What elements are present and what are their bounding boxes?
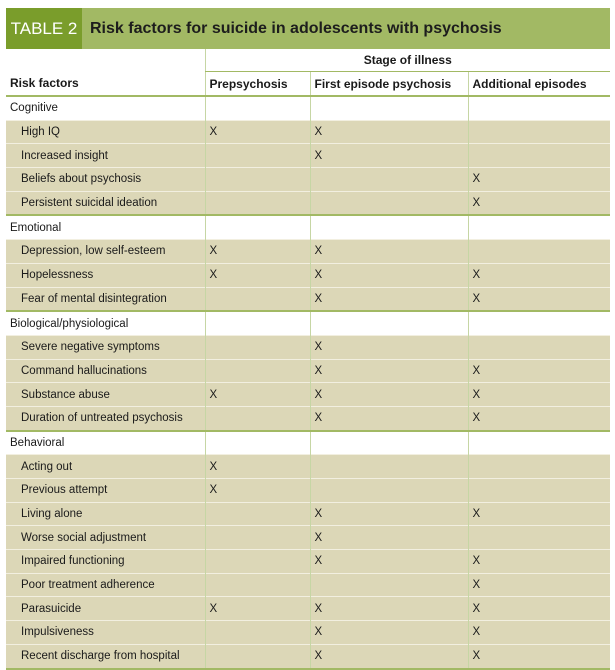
mark-cell: X — [310, 335, 468, 359]
mark-cell: X — [310, 287, 468, 311]
mark-cell: X — [310, 383, 468, 407]
mark-cell: X — [468, 383, 610, 407]
empty-cell — [310, 311, 468, 335]
mark-cell: X — [468, 263, 610, 287]
table-row — [6, 455, 610, 479]
mark-cell: X — [205, 240, 310, 264]
table-row — [6, 359, 610, 383]
mark-cell — [205, 502, 310, 526]
risk-factor-label: Poor treatment adherence — [6, 573, 205, 597]
mark-cell: X — [468, 573, 610, 597]
table-row — [6, 550, 610, 574]
mark-cell: X — [205, 383, 310, 407]
mark-cell: X — [468, 168, 610, 192]
mark-cell: X — [310, 263, 468, 287]
risk-factor-label: Increased insight — [6, 144, 205, 168]
mark-cell — [310, 191, 468, 215]
mark-cell: X — [205, 263, 310, 287]
risk-factor-label: Beliefs about psychosis — [6, 168, 205, 192]
mark-cell — [468, 455, 610, 479]
mark-cell: X — [310, 597, 468, 621]
mark-cell — [468, 240, 610, 264]
table-row — [6, 644, 610, 668]
risk-factor-label: Substance abuse — [6, 383, 205, 407]
table-row — [6, 479, 610, 503]
mark-cell: X — [468, 191, 610, 215]
empty-cell — [468, 96, 610, 120]
category-label: Cognitive — [6, 96, 205, 120]
table-row — [6, 406, 610, 430]
risk-factor-label: Depression, low self-esteem — [6, 240, 205, 264]
mark-cell: X — [205, 479, 310, 503]
mark-cell — [205, 191, 310, 215]
risk-factors-header: Risk factors — [6, 72, 205, 97]
risk-factor-label: High IQ — [6, 120, 205, 144]
mark-cell — [310, 455, 468, 479]
mark-cell — [205, 335, 310, 359]
category-row — [6, 431, 610, 455]
table-row — [6, 573, 610, 597]
mark-cell — [205, 144, 310, 168]
mark-cell: X — [310, 526, 468, 550]
table-row — [6, 597, 610, 621]
column-header: Additional episodes — [468, 72, 610, 97]
mark-cell — [205, 168, 310, 192]
table-row — [6, 168, 610, 192]
risk-factor-label: Impaired functioning — [6, 550, 205, 574]
mark-cell — [310, 168, 468, 192]
risk-factor-label: Fear of mental disintegration — [6, 287, 205, 311]
empty-cell — [310, 96, 468, 120]
mark-cell: X — [468, 359, 610, 383]
mark-cell: X — [310, 502, 468, 526]
mark-cell — [205, 359, 310, 383]
empty-cell — [205, 311, 310, 335]
mark-cell — [468, 120, 610, 144]
empty-cell — [205, 96, 310, 120]
mark-cell — [468, 479, 610, 503]
table-row — [6, 120, 610, 144]
mark-cell — [205, 550, 310, 574]
table-row — [6, 191, 610, 215]
mark-cell — [205, 526, 310, 550]
mark-cell — [205, 406, 310, 430]
category-row — [6, 215, 610, 239]
risk-factor-label: Previous attempt — [6, 479, 205, 503]
mark-cell — [205, 573, 310, 597]
table-title: Risk factors for suicide in adolescents with psychosis — [90, 19, 502, 37]
empty-cell — [310, 431, 468, 455]
empty-cell — [468, 215, 610, 239]
mark-cell: X — [310, 406, 468, 430]
category-label: Biological/physiological — [6, 311, 205, 335]
mark-cell: X — [205, 120, 310, 144]
column-header: Prepsychosis — [205, 72, 310, 97]
risk-factor-label: Command hallucinations — [6, 359, 205, 383]
mark-cell: X — [205, 597, 310, 621]
title-bar — [6, 8, 610, 49]
mark-cell: X — [310, 240, 468, 264]
table-row — [6, 526, 610, 550]
risk-factor-label: Worse social adjustment — [6, 526, 205, 550]
risk-factor-label: Impulsiveness — [6, 621, 205, 645]
table-row — [6, 383, 610, 407]
mark-cell: X — [468, 644, 610, 668]
empty-cell — [468, 311, 610, 335]
mark-cell — [310, 479, 468, 503]
mark-cell: X — [310, 644, 468, 668]
mark-cell: X — [205, 455, 310, 479]
table-row — [6, 144, 610, 168]
mark-cell — [205, 287, 310, 311]
risk-factor-label: Duration of untreated psychosis — [6, 406, 205, 430]
empty-cell — [205, 431, 310, 455]
mark-cell: X — [468, 502, 610, 526]
risk-table — [6, 49, 610, 670]
mark-cell: X — [468, 621, 610, 645]
mark-cell — [468, 335, 610, 359]
table-row — [6, 263, 610, 287]
category-label: Emotional — [6, 215, 205, 239]
category-label: Behavioral — [6, 431, 205, 455]
risk-factor-label: Living alone — [6, 502, 205, 526]
mark-cell: X — [310, 550, 468, 574]
table-row — [6, 240, 610, 264]
table-label: TABLE 2 — [6, 8, 82, 49]
table-row — [6, 502, 610, 526]
table-row — [6, 287, 610, 311]
mark-cell: X — [468, 550, 610, 574]
mark-cell — [468, 144, 610, 168]
risk-factor-label: Parasuicide — [6, 597, 205, 621]
mark-cell — [205, 621, 310, 645]
empty-cell — [205, 215, 310, 239]
empty-cell — [468, 431, 610, 455]
category-row — [6, 96, 610, 120]
mark-cell: X — [310, 120, 468, 144]
empty-cell — [310, 215, 468, 239]
mark-cell: X — [310, 359, 468, 383]
mark-cell — [310, 573, 468, 597]
mark-cell — [468, 526, 610, 550]
risk-factor-label: Hopelessness — [6, 263, 205, 287]
mark-cell: X — [468, 287, 610, 311]
table-figure — [6, 8, 610, 670]
blank-header — [6, 49, 205, 72]
risk-factor-label: Acting out — [6, 455, 205, 479]
mark-cell: X — [310, 144, 468, 168]
table-row — [6, 335, 610, 359]
risk-factor-label: Recent discharge from hospital — [6, 644, 205, 668]
risk-factor-label: Severe negative symptoms — [6, 335, 205, 359]
mark-cell: X — [468, 597, 610, 621]
column-header: First episode psychosis — [310, 72, 468, 97]
mark-cell: X — [310, 621, 468, 645]
stage-header: Stage of illness — [205, 49, 610, 72]
mark-cell — [205, 644, 310, 668]
table-row — [6, 621, 610, 645]
mark-cell: X — [468, 406, 610, 430]
category-row — [6, 311, 610, 335]
risk-factor-label: Persistent suicidal ideation — [6, 191, 205, 215]
